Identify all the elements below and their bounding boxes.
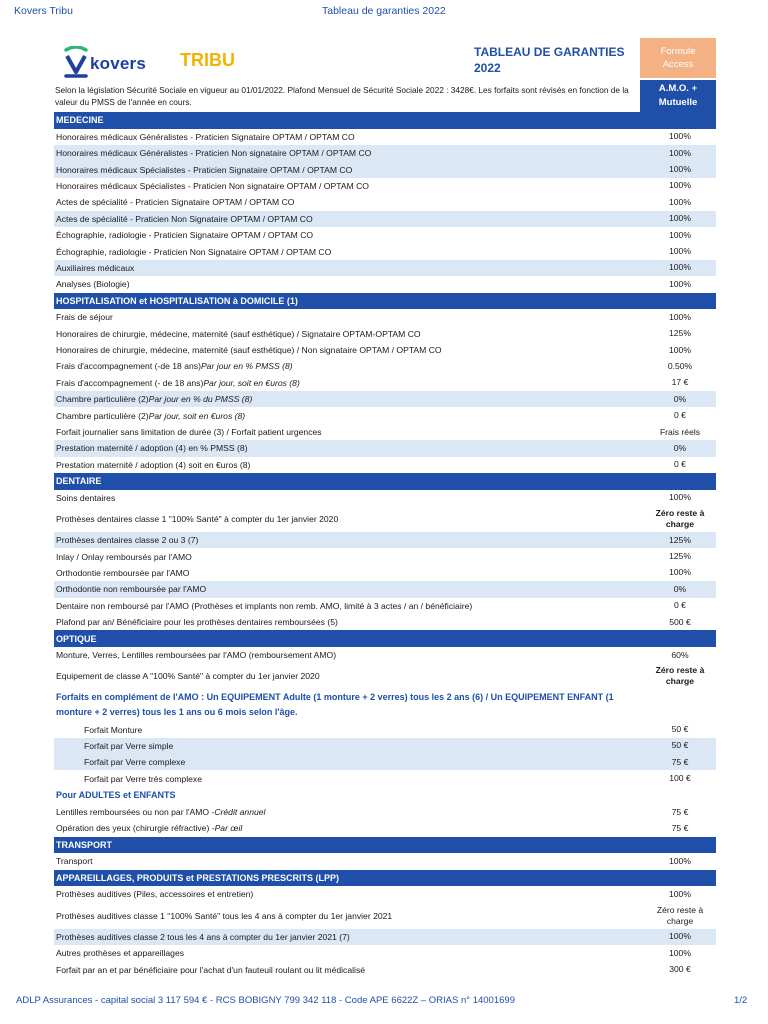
subsection-heading — [54, 787, 716, 804]
label-italic-text: Par jour en % PMSS (8) — [200, 361, 293, 372]
formule-line-2: Access — [662, 59, 694, 70]
table-row — [54, 145, 716, 161]
table-row — [54, 391, 716, 407]
row-label — [56, 581, 636, 597]
row-label — [56, 325, 636, 341]
subsection-heading — [54, 689, 716, 721]
row-label — [56, 457, 636, 473]
title-line-1: TABLEAU DE GARANTIES — [474, 45, 625, 59]
row-value: Zéro reste à charge — [656, 904, 704, 926]
label-text: Monture, Verres, Lentilles remboursées par l'AMO (remboursement AMO) — [56, 650, 337, 661]
page-number: 1/2 — [734, 995, 748, 1006]
row-label — [84, 721, 664, 737]
label-text: Honoraires médicaux Généralistes - Praticien Signataire OPTAM / OPTAM CO — [56, 131, 355, 142]
row-label — [56, 532, 636, 548]
row-value: 0 € — [674, 459, 686, 470]
row-value: 50 € — [671, 740, 689, 751]
page-header-bar — [0, 0, 768, 20]
section-title — [56, 112, 636, 129]
row-value: 100% — [669, 147, 691, 158]
row-value: 0 € — [674, 410, 686, 421]
label-text: Honoraires médicaux Spécialistes - Praticien Non signataire OPTAM / OPTAM CO — [56, 180, 369, 191]
row-value: 75 € — [671, 822, 689, 833]
table-row — [54, 804, 716, 820]
row-value: 0% — [673, 583, 687, 594]
label-text: Prothèses auditives classe 1 "100% Santé" tous les 4 ans à compter du 1er janvier 2021 — [56, 910, 393, 921]
table-row — [54, 178, 716, 194]
table-row — [54, 532, 716, 548]
row-value: 0% — [673, 393, 687, 404]
row-value: 100% — [669, 947, 691, 958]
label-text: Prothèses dentaires classe 1 "100% Santé" à compter du 1er janvier 2020 — [56, 513, 339, 524]
label-text: Orthodontie non remboursée par l'AMO — [56, 584, 207, 595]
label-text: Honoraires de chirurgie, médecine, maternité (sauf esthétique) / Signataire OPTAM-OPTAM CO — [56, 328, 421, 339]
table-row — [54, 375, 716, 391]
label-text: Inlay / Onlay remboursés par l'AMO — [56, 551, 192, 562]
section-header — [54, 870, 716, 887]
row-value: 100% — [669, 131, 691, 142]
label-text: Forfait par Verre complexe — [84, 757, 186, 768]
table-row — [54, 490, 716, 506]
company-name: Kovers Tribu — [14, 5, 73, 17]
section-header — [54, 837, 716, 854]
table-row — [54, 424, 716, 440]
row-value: 75 € — [671, 806, 689, 817]
table-row — [54, 886, 716, 902]
label-text: MEDECINE — [56, 115, 104, 126]
row-value: 100% — [669, 567, 691, 578]
row-value: 100% — [669, 246, 691, 257]
row-label — [56, 689, 636, 721]
amo-line-1: A.M.O. + — [658, 83, 698, 94]
label-text: Honoraires médicaux Spécialistes - Praticien Signataire OPTAM / OPTAM CO — [56, 164, 353, 175]
kovers-logo — [62, 44, 162, 80]
row-label — [56, 424, 636, 440]
row-label — [56, 309, 636, 325]
table-row — [54, 721, 716, 737]
row-label — [56, 129, 636, 145]
row-value: 100% — [669, 855, 691, 866]
label-italic-text: Par jour, soit en €uros (8) — [203, 377, 300, 388]
table-row — [54, 260, 716, 276]
row-label — [56, 243, 636, 259]
row-label — [56, 598, 636, 614]
row-value: 75 € — [671, 756, 689, 767]
row-label — [56, 407, 636, 423]
row-value: 100% — [669, 888, 691, 899]
row-value: 100% — [669, 344, 691, 355]
label-text: Forfaits en complément de l'AMO : Un EQUIPEMENT Adulte (1 monture + 2 verres) tous les 2 ans (6) / Un EQUIPEMENT ENFANT (1 monture + 2 verres) tous les 1 ans ou 6 mois selon l'âge. — [56, 692, 614, 718]
row-label — [56, 145, 636, 161]
label-text: Soins dentaires — [56, 492, 116, 503]
table-row — [54, 581, 716, 597]
legal-note: Selon la législation Sécurité Sociale en vigueur au 01/01/2022. Plafond Mensuel de Sécurité Sociale 2022 : 3428€. Les forfaits sont révisés en fonction de la valeur du PMSS de l'année en cours. — [55, 85, 629, 107]
page-footer — [0, 992, 768, 1012]
row-value: 125% — [669, 534, 691, 545]
row-label — [56, 903, 636, 929]
document-title: Tableau de garanties 2022 — [322, 5, 446, 17]
row-value: 50 € — [671, 724, 689, 734]
row-label — [56, 178, 636, 194]
label-text: Plafond par an/ Bénéficiaire pour les prothèses dentaires remboursées (5) — [56, 617, 338, 628]
row-value: 0 € — [674, 600, 686, 611]
label-text: Pour ADULTES et ENFANTS — [56, 789, 176, 800]
table-row — [54, 358, 716, 374]
row-label — [56, 227, 636, 243]
section-title — [56, 473, 636, 490]
tableau-title — [474, 44, 634, 76]
row-label — [56, 358, 636, 374]
row-label — [56, 647, 636, 663]
row-label — [56, 929, 636, 945]
document-header — [0, 30, 768, 114]
label-italic-text: Par jour, soit en €uros (8) — [148, 410, 246, 421]
row-value: Zéro reste à charge — [655, 507, 705, 529]
label-text: Forfait par Verre très complexe — [84, 773, 202, 784]
table-row — [54, 548, 716, 564]
row-value: 0.50% — [667, 360, 693, 371]
row-label — [56, 342, 636, 358]
label-italic-text: Crédit annuel — [214, 807, 266, 818]
row-label — [56, 663, 636, 689]
table-row — [54, 770, 716, 786]
label-text: Actes de spécialité - Praticien Non Signataire OPTAM / OPTAM CO — [56, 213, 313, 224]
row-value: 0% — [673, 442, 687, 453]
label-text: Frais d'accompagnement (-de 18 ans) — [56, 361, 201, 372]
section-header — [54, 293, 716, 310]
row-value: 100% — [669, 213, 691, 224]
row-label — [56, 945, 636, 961]
table-row — [54, 647, 716, 663]
label-text: Forfait journalier sans limitation de durée (3) / Forfait patient urgences — [56, 427, 322, 438]
row-label — [56, 211, 636, 227]
row-label — [84, 738, 664, 754]
logo-text: kovers — [90, 54, 147, 73]
kovers-logo-icon — [62, 46, 90, 78]
section-title — [56, 837, 636, 854]
row-label — [56, 490, 636, 506]
section-title — [56, 293, 636, 310]
amo-column-header — [640, 80, 716, 112]
tribu-label: TRIBU — [180, 50, 235, 70]
row-value: 100% — [669, 180, 691, 191]
row-value: Zéro reste à charge — [655, 665, 705, 687]
row-value: 100% — [669, 164, 691, 175]
table-row — [54, 309, 716, 325]
label-text: Prothèses dentaires classe 2 ou 3 (7) — [56, 535, 199, 546]
label-text: Frais d'accompagnement (- de 18 ans) — [56, 377, 204, 388]
label-text: Échographie, radiologie - Praticien Signataire OPTAM / OPTAM CO — [56, 230, 314, 241]
formule-line-1: Formule — [660, 46, 696, 57]
label-text: Frais de séjour — [56, 312, 113, 323]
section-header — [54, 112, 716, 129]
label-text: Échographie, radiologie - Praticien Non Signataire OPTAM / OPTAM CO — [56, 246, 332, 257]
table-row — [54, 565, 716, 581]
table-row — [54, 663, 716, 689]
table-row — [54, 945, 716, 961]
row-value: 300 € — [669, 964, 691, 975]
table-row — [54, 243, 716, 259]
table-row — [54, 506, 716, 532]
row-value: 125% — [669, 328, 691, 339]
row-value: 100% — [669, 492, 691, 503]
table-row — [54, 961, 716, 977]
row-value: 100% — [669, 311, 691, 322]
title-line-2: 2022 — [474, 61, 501, 75]
table-row — [54, 457, 716, 473]
label-text: Honoraires médicaux Généralistes - Praticien Non signataire OPTAM / OPTAM CO — [56, 148, 372, 159]
label-text: Prestation maternité / adoption (4) en % PMSS (8) — [56, 443, 248, 454]
table-row — [54, 614, 716, 630]
table-row — [54, 227, 716, 243]
label-text: Forfait par an et par bénéficiaire pour l'achat d'un fauteuil roulant ou lit médicalisé — [56, 964, 366, 975]
label-text: Chambre particulière (2) — [56, 410, 149, 421]
label-text: Prothèses auditives (Piles, accessoires et entretien) — [56, 889, 254, 900]
row-label — [56, 614, 636, 630]
row-label — [56, 961, 636, 977]
row-value: 100% — [669, 262, 691, 273]
row-label — [56, 548, 636, 564]
label-text: HOSPITALISATION et HOSPITALISATION à DOMICILE (1) — [56, 295, 298, 306]
table-row — [54, 598, 716, 614]
label-text: Prestation maternité / adoption (4) soit en €uros (8) — [56, 459, 251, 470]
table-row — [54, 129, 716, 145]
row-value: 500 € — [669, 616, 691, 627]
label-text: TRANSPORT — [56, 839, 112, 850]
row-label — [56, 886, 636, 902]
row-label — [56, 276, 636, 292]
label-text: Honoraires de chirurgie, médecine, maternité (sauf esthétique) / Non signataire OPTAM / OPTAM CO — [56, 345, 442, 356]
row-value: 100% — [669, 931, 691, 942]
label-text: Prothèses auditives classe 2 tous les 4 ans à compter du 1er janvier 2021 (7) — [56, 931, 350, 942]
table-row — [54, 929, 716, 945]
label-text: Lentilles remboursées ou non par l'AMO - — [56, 807, 215, 818]
label-text: Chambre particulière (2) — [56, 394, 149, 405]
section-header — [54, 473, 716, 490]
table-row — [54, 853, 716, 869]
label-text: APPAREILLAGES, PRODUITS et PRESTATIONS PRESCRITS (LPP) — [56, 872, 340, 883]
section-header — [54, 630, 716, 647]
table-row — [54, 161, 716, 177]
row-label — [56, 853, 636, 869]
table-row — [54, 738, 716, 754]
label-text: Auxiliaires médicaux — [56, 262, 135, 273]
table-row — [54, 325, 716, 341]
label-text: Forfait par Verre simple — [84, 740, 174, 751]
table-row — [54, 194, 716, 210]
row-label — [56, 161, 636, 177]
row-label — [56, 787, 636, 804]
label-text: Actes de spécialité - Praticien Signataire OPTAM / OPTAM CO — [56, 197, 295, 208]
label-italic-text: Par jour en % du PMSS (8) — [148, 394, 253, 405]
row-label — [56, 391, 636, 407]
table-row — [54, 407, 716, 423]
label-text: Forfait Monture — [84, 724, 143, 735]
row-value: Frais réels — [659, 426, 701, 437]
row-label — [56, 820, 636, 836]
row-label — [56, 260, 636, 276]
formule-header — [640, 38, 716, 78]
row-label — [56, 565, 636, 581]
table-row — [54, 276, 716, 292]
row-label — [56, 375, 636, 391]
guarantee-table — [54, 112, 716, 978]
row-label — [56, 506, 636, 532]
label-italic-text: Par œil — [214, 823, 243, 834]
row-label — [56, 440, 636, 456]
label-text: DENTAIRE — [56, 476, 102, 487]
label-text: Analyses (Biologie) — [56, 279, 130, 290]
section-title — [56, 630, 636, 647]
footer-legal: ADLP Assurances - capital social 3 117 594 € - RCS BOBIGNY 799 342 118 - Code APE 6622Z – ORIAS n° 14001699 — [16, 995, 515, 1006]
row-value: 17 € — [671, 377, 689, 388]
row-value: 100% — [669, 196, 691, 207]
label-text: OPTIQUE — [56, 633, 97, 644]
label-text: Dentaire non remboursé par l'AMO (Prothèses et implants non remb. AMO, limité à 3 actes / an / bénéficiaire) — [56, 600, 473, 611]
row-value: 100 € — [669, 773, 691, 784]
table-row — [54, 211, 716, 227]
label-text: Orthodontie remboursée par l'AMO — [56, 567, 190, 578]
table-row — [54, 440, 716, 456]
row-label — [56, 804, 636, 820]
table-row — [54, 820, 716, 836]
row-label — [84, 754, 664, 770]
row-value: 60% — [671, 649, 689, 660]
amo-line-2: Mutuelle — [658, 97, 698, 108]
row-value: 100% — [669, 278, 691, 289]
table-row — [54, 342, 716, 358]
row-value: 100% — [669, 229, 691, 240]
row-label — [56, 194, 636, 210]
label-text: Autres prothèses et appareillages — [56, 948, 185, 959]
row-value: 125% — [669, 551, 691, 562]
table-row — [54, 903, 716, 929]
label-text: Opération des yeux (chirurgie réfractive) - — [56, 823, 215, 834]
row-label — [84, 770, 664, 786]
label-text: Transport — [56, 856, 93, 867]
label-text: Equipement de classe A "100% Santé" à compter du 1er janvier 2020 — [56, 671, 320, 682]
table-row — [54, 754, 716, 770]
section-title — [56, 870, 636, 887]
